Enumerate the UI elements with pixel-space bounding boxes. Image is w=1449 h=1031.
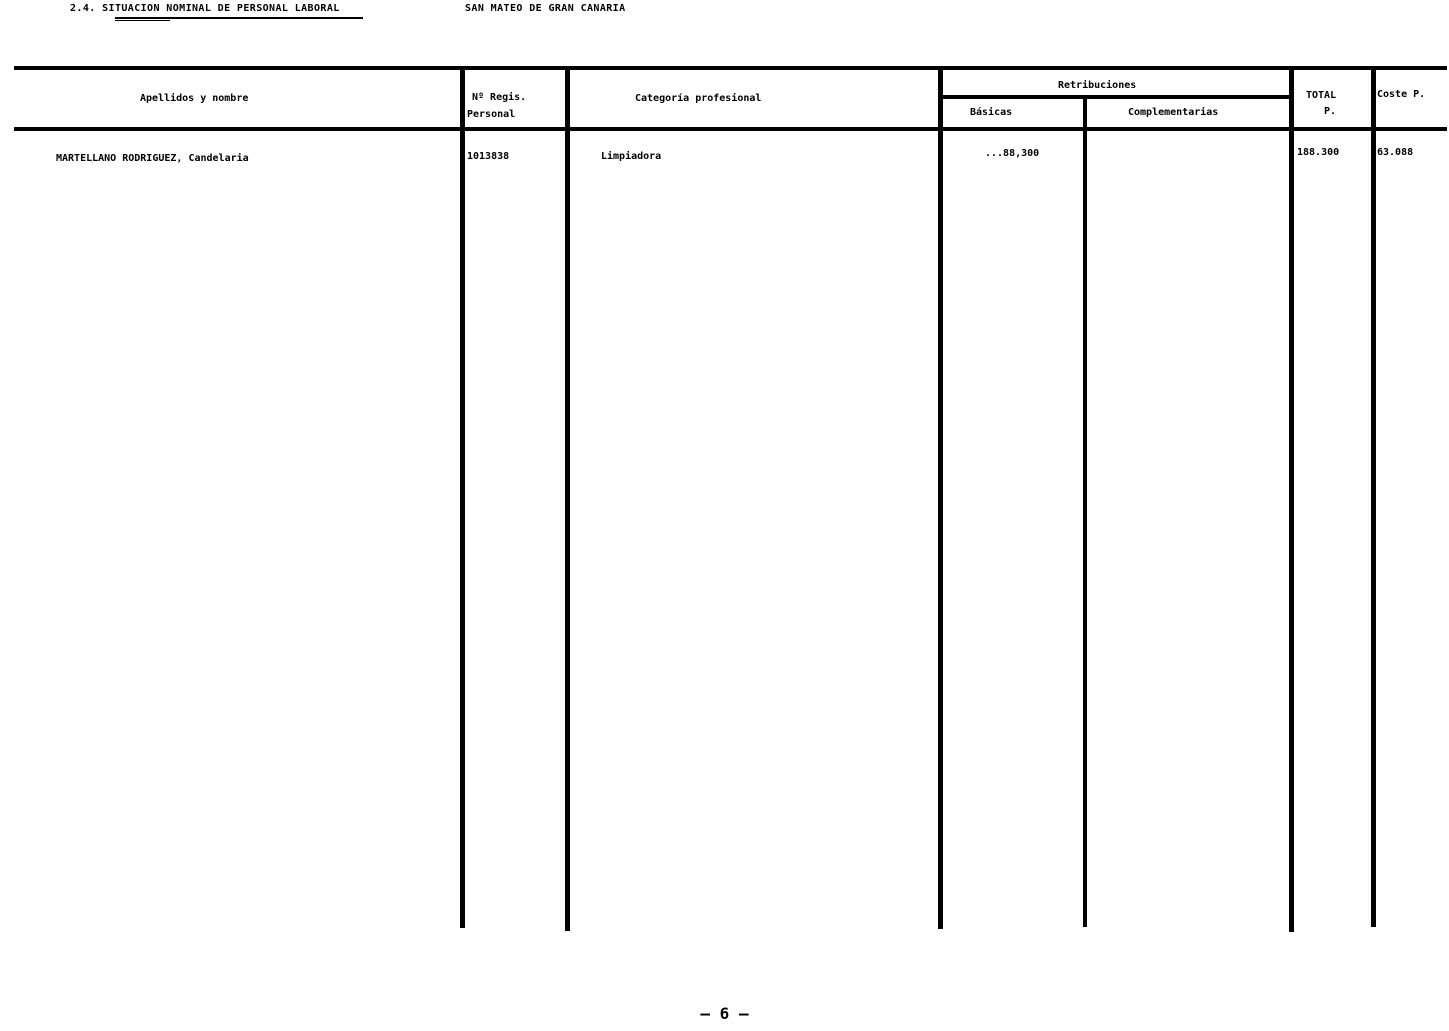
header-basic: Básicas (970, 107, 1013, 118)
page-heading: 2.4. SITUACION NOMINAL DE PERSONAL LABORAL (70, 3, 340, 14)
municipality-title: SAN MATEO DE GRAN CANARIA (465, 3, 626, 14)
page-number: — 6 — (700, 1004, 749, 1023)
column-divider-wages (1289, 70, 1294, 932)
header-registry-line2: Personal (467, 109, 516, 120)
header-total-line1: TOTAL (1306, 90, 1337, 101)
header-category: Categoría profesional (635, 93, 762, 104)
row-name: MARTELLANO RODRIGUEZ, Candelaria (56, 153, 249, 164)
row-registry: 1013838 (467, 151, 510, 162)
header-registry-line1: Nº Regis. (472, 92, 527, 103)
header-wages-group: Retribuciones (1058, 80, 1137, 91)
header-cost: Coste P. (1377, 89, 1426, 100)
column-divider-name (460, 70, 465, 928)
header-complementary: Complementarias (1128, 107, 1219, 118)
heading-underline (115, 17, 363, 19)
row-cost: 63.088 (1377, 147, 1414, 158)
column-divider-total (1371, 70, 1376, 927)
row-category: Limpiadora (601, 151, 662, 162)
header-bottom-rule (14, 127, 1447, 131)
column-divider-registry (565, 70, 570, 931)
column-divider-category (938, 70, 943, 929)
row-total: 188.300 (1297, 147, 1340, 158)
row-basic: ...88,300 (985, 148, 1040, 159)
column-divider-basic (1083, 97, 1087, 927)
header-name: Apellidos y nombre (140, 93, 249, 104)
table-top-rule (14, 66, 1447, 70)
heading-underline-short (115, 20, 170, 21)
header-total-line2: P. (1324, 106, 1337, 117)
wages-group-rule (940, 95, 1290, 99)
